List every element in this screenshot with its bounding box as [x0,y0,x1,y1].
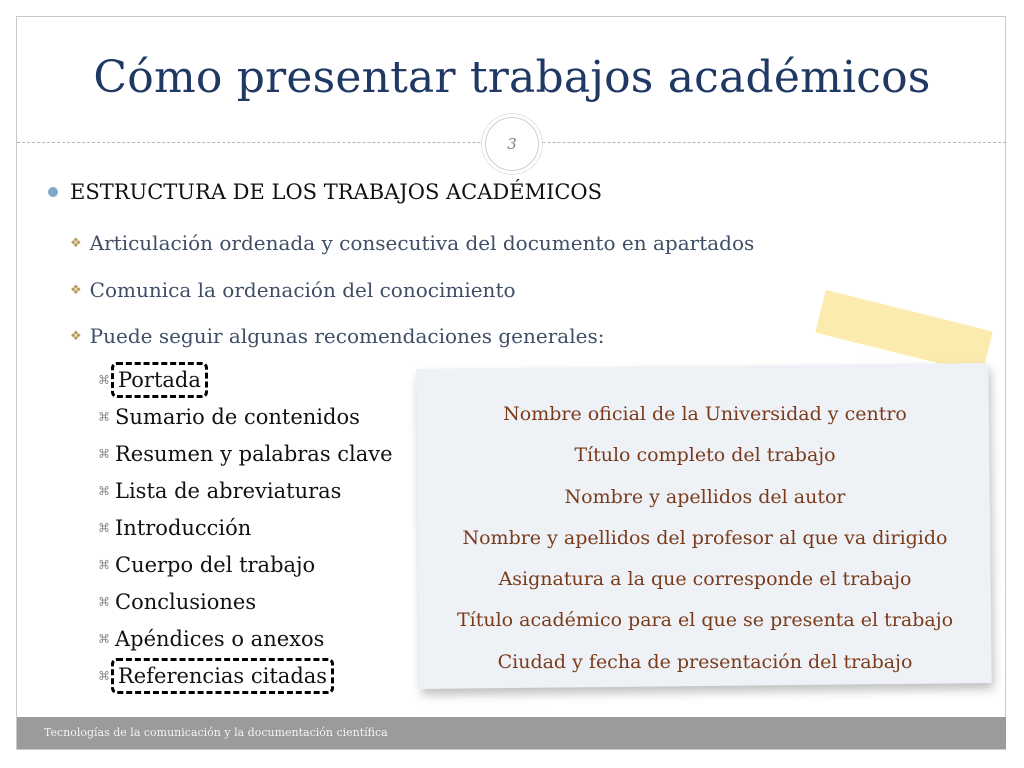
list-item [98,361,393,398]
note-line: Nombre oficial de la Universidad y centro [503,403,907,425]
sub-point-text: Puede seguir algunas recomendaciones generales: [89,324,605,348]
list-item-text: Apéndices o anexos [115,626,325,651]
list-item [98,398,393,435]
note-line: Nombre y apellidos del autor [564,485,846,508]
footer-text: Tecnologías de la comunicación y la documentación científica [44,726,388,739]
x-mark-bullet-icon: ⌘ [98,520,110,535]
list-item-text: Introducción [115,515,252,540]
sub-point [70,324,604,348]
slide-title: Cómo presentar trabajos académicos [93,52,931,103]
page-number-badge [485,117,539,171]
note-line: Nombre y apellidos del profesor al que va dirigido [462,526,948,549]
sub-point [70,231,754,255]
note-line: Asignatura a la que corresponde el trabajo [498,568,912,591]
list-item [98,620,393,657]
main-bullet [48,180,602,204]
list-item-text: Sumario de contenidos [115,404,360,429]
x-mark-bullet-icon: ⌘ [98,668,110,683]
structure-list [98,361,393,694]
note-card-content [440,394,970,683]
page-number: 3 [507,135,517,153]
list-item-text-highlighted: Portada [111,362,208,398]
list-item [98,435,393,472]
sub-point-text: Articulación ordenada y consecutiva del documento en apartados [89,231,755,255]
x-mark-bullet-icon: ⌘ [98,372,110,387]
diamond-bullet-icon: ❖ [70,328,82,344]
x-mark-bullet-icon: ⌘ [98,483,110,498]
note-line: Título completo del trabajo [574,444,836,467]
sub-point-text: Comunica la ordenación del conocimiento [89,278,516,302]
list-item [98,583,393,620]
list-item [98,657,393,694]
list-item-text: Cuerpo del trabajo [115,552,316,577]
main-heading: ESTRUCTURA DE LOS TRABAJOS ACADÉMICOS [70,180,603,204]
x-mark-bullet-icon: ⌘ [98,594,110,609]
x-mark-bullet-icon: ⌘ [98,631,110,646]
x-mark-bullet-icon: ⌘ [98,557,110,572]
list-item-text-highlighted: Referencias citadas [111,658,334,694]
note-line: Ciudad y fecha de presentación del trabajo [497,650,913,673]
x-mark-bullet-icon: ⌘ [98,409,110,424]
list-item-text: Conclusiones [115,589,257,614]
list-item-text: Lista de abreviaturas [115,478,342,503]
diamond-bullet-icon: ❖ [70,235,82,251]
x-mark-bullet-icon: ⌘ [98,446,110,461]
diamond-bullet-icon: ❖ [70,282,82,298]
circle-bullet-icon [48,187,58,197]
list-item-text: Resumen y palabras clave [115,441,393,466]
sub-point [70,278,516,302]
list-item [98,546,393,583]
list-item [98,472,393,509]
list-item [98,509,393,546]
note-line: Título académico para el que se presenta el trabajo [456,609,954,632]
